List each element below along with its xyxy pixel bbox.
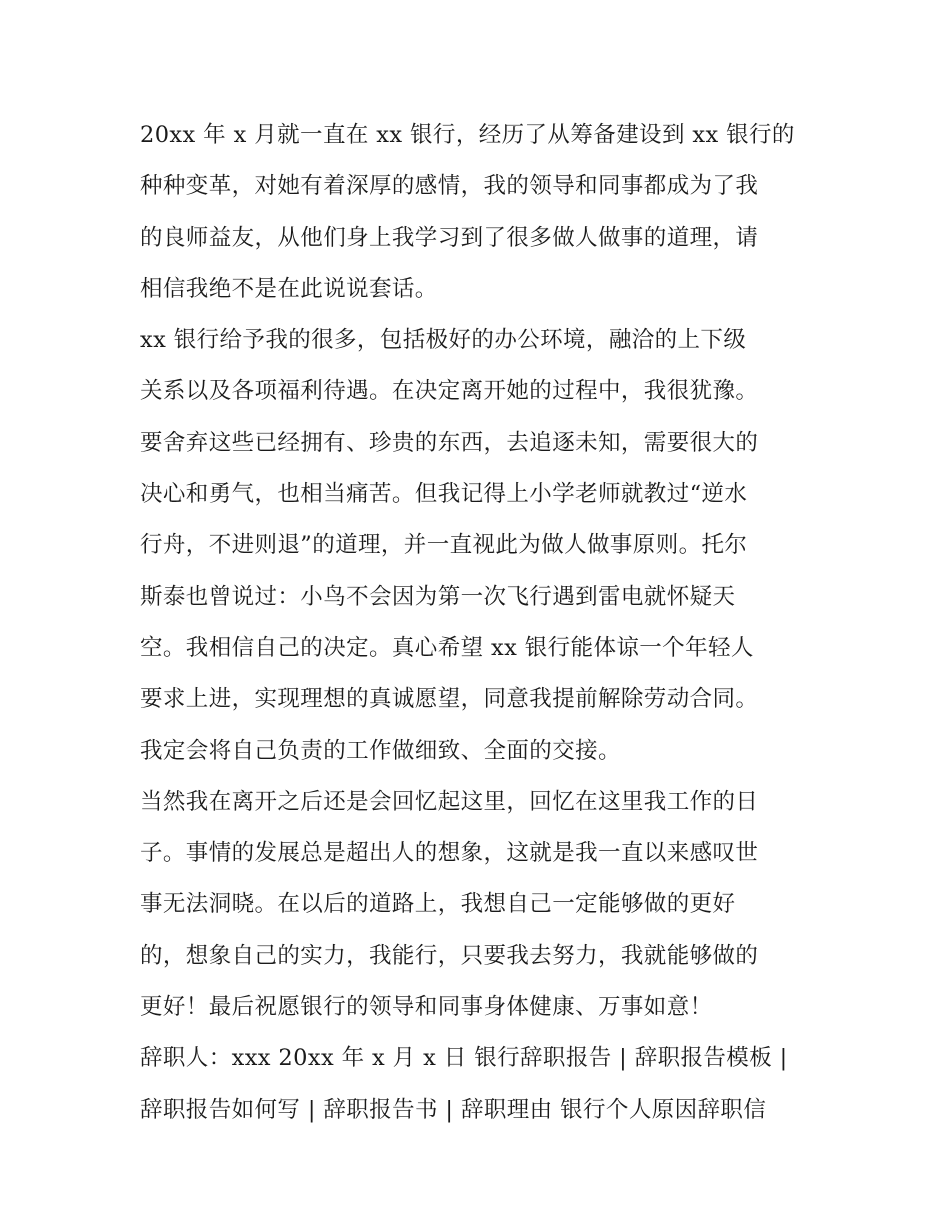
text-line: 更好！最后祝愿银行的领导和同事身体健康、万事如意！ (140, 994, 713, 1021)
text-line: 的良师益友，从他们身上我学习到了很多做人做事的道理，请 (140, 224, 759, 251)
text-line: 子。事情的发展总是超出人的想象，这就是我一直以来感叹世 (140, 840, 759, 867)
signature-line: 辞职人：xxx 20xx 年 x 月 x 日 银行辞职报告 | 辞职报告模板 | (140, 1045, 788, 1072)
text-line: 当然我在离开之后还是会回忆起这里，回忆在这里我工作的日 (140, 788, 759, 815)
text-line: 要求上进，实现理想的真诚愿望，同意我提前解除劳动合同。 (140, 686, 759, 713)
text-line: xx 银行给予我的很多，包括极好的办公环境，融洽的上下级 (140, 327, 747, 354)
text-line: 空。我相信自己的决定。真心希望 xx 银行能体谅一个年轻人 (140, 634, 754, 661)
text-line: 我定会将自己负责的工作做细致、全面的交接。 (140, 737, 621, 764)
text-line: 决心和勇气，也相当痛苦。但我记得上小学老师就教过“逆水 (140, 481, 748, 508)
text-line: 的，想象自己的实力，我能行，只要我去努力，我就能够做的 (140, 942, 759, 969)
body-text (140, 110, 830, 1136)
text-line: 行舟，不进则退”的道理，并一直视此为做人做事原则。托尔 (140, 532, 748, 559)
text-line: 要舍弃这些已经拥有、珍贵的东西，去追逐未知，需要很大的 (140, 429, 759, 456)
text-line: 种种变革，对她有着深厚的感情，我的领导和同事都成为了我 (140, 173, 759, 200)
tags-line: 辞职报告如何写 | 辞职报告书 | 辞职理由 银行个人原因辞职信 (140, 1096, 767, 1123)
text-line: 事无法洞晓。在以后的道路上，我想自己一定能够做的更好 (140, 891, 736, 918)
text-line: 关系以及各项福利待遇。在决定离开她的过程中，我很犹豫。 (140, 378, 759, 405)
text-line: 斯泰也曾说过：小鸟不会因为第一次飞行遇到雷电就怀疑天 (140, 583, 736, 610)
text-line: 20xx 年 x 月就一直在 xx 银行，经历了从筹备建设到 xx 银行的 (140, 122, 795, 148)
text-line: 相信我绝不是在此说说套话。 (140, 275, 438, 302)
